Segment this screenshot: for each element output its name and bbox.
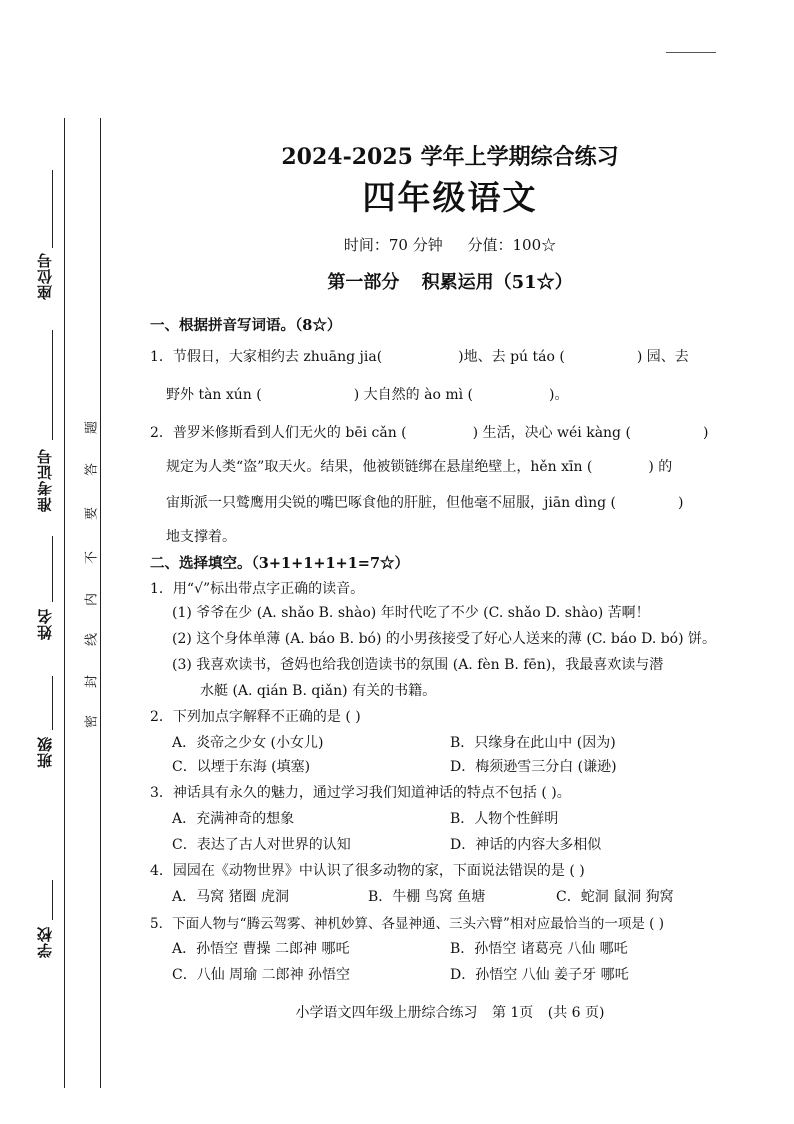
choice-option[interactable]: A．马窝 猪圈 虎洞: [172, 889, 290, 905]
seal-warning-char: 内: [84, 593, 100, 607]
choice-option[interactable]: C．蛇洞 鼠洞 狗窝: [556, 889, 674, 905]
question-text: )。: [549, 387, 569, 403]
class-underline: [52, 676, 53, 730]
question-text: 宙斯派一只鹫鹰用尖锐的嘴巴啄食他的肝脏，但他毫不屈服，jiān dìng (: [166, 495, 616, 511]
seal-warning-char: 封: [84, 675, 100, 689]
choice-question-1-part-3: (3) 我喜欢读书，爸妈也给我创造读书的氛围 (A. fèn B. fēn)，我最喜欢读与潜: [172, 657, 664, 673]
part-name: 第一部分: [327, 272, 400, 293]
choice-question-3: 3．神话具有永久的魅力，通过学习我们知道神话的特点不包括 ( )。: [150, 785, 571, 801]
seal-warning-char: 线: [84, 633, 100, 647]
question-text: 野外 tàn xún (: [166, 387, 262, 403]
choice-question-1-part-1: (1) 爷爷在少 (A. shǎo B. shào) 年时代吃了不少 (C. shǎo D. shào) 苦啊！: [172, 605, 650, 621]
choice-option[interactable]: B．孙悟空 诸葛亮 八仙 哪吒: [450, 941, 628, 957]
choice-option[interactable]: D．梅须逊雪三分白 (谦逊): [450, 759, 617, 775]
question-text: ): [677, 495, 684, 511]
question-text: ) 园、去: [636, 349, 689, 365]
choice-option[interactable]: D．神话的内容大多相似: [450, 837, 602, 853]
choice-question-4: 4．园园在《动物世界》中认识了很多动物的家，下面说法错误的是 ( ): [150, 863, 585, 879]
section-2-heading: 二、选择填空。（3+1+1+1+1=7☆）: [150, 555, 410, 572]
part-heading: [150, 268, 750, 294]
footer-page-total: (共 6 页): [547, 1005, 605, 1021]
question-text: 2．普罗米修斯看到人们无火的 bēi cǎn (: [150, 425, 407, 441]
name-underline: [52, 536, 53, 602]
school-underline: [52, 880, 53, 920]
subject-title: 四年级语文: [362, 178, 538, 217]
question-text: ): [702, 425, 709, 441]
choice-option[interactable]: C．表达了古人对世界的认知: [172, 837, 351, 853]
choice-question-2: 2．下列加点字解释不正确的是 ( ): [150, 709, 361, 725]
question-text: 规定为人类“盗”取天火。结果，他被锁链绑在悬崖绝壁上，hěn xīn (: [166, 459, 593, 475]
binding-line-inner: [100, 118, 101, 1088]
choice-option[interactable]: B．只缘身在此山中 (因为): [450, 735, 616, 751]
time-info: 时间：70 分钟: [343, 236, 443, 254]
choice-option[interactable]: A．孙悟空 曹操 二郎神 哪吒: [172, 941, 350, 957]
question-text: ) 的: [648, 459, 673, 475]
seal-warning-char: 不: [84, 551, 100, 565]
school-label: 学校: [36, 926, 54, 958]
choice-option[interactable]: B．人物个性鲜明: [450, 811, 559, 827]
seat-number-label: 座位号: [36, 252, 54, 300]
question-text: ) 生活，决心 wéi kàng (: [472, 425, 631, 441]
question-text: ) 大自然的 ào mì (: [353, 387, 473, 403]
question-1-line-1: [150, 346, 689, 366]
choice-option[interactable]: A．充满神奇的想象: [172, 811, 295, 827]
choice-question-1-part-2: (2) 这个身体单薄 (A. báo B. bó) 的小男孩接受了好心人送来的薄 (C. báo D. bó) 饼。: [172, 631, 717, 647]
choice-option[interactable]: C．以堙于东海 (填塞): [172, 759, 311, 775]
choice-question-5: 5．下面人物与“腾云驾雾、神机妙算、各显神通、三头六臂”相对应最恰当的一项是 ( ): [150, 916, 665, 932]
exam-year-title: 2024-2025 学年上学期综合练习: [281, 144, 619, 170]
question-2-line-1: [150, 422, 708, 442]
question-2-line-4: 地支撑着。: [166, 529, 236, 545]
question-1-line-2: [166, 384, 568, 404]
seat-underline: [52, 170, 53, 248]
class-label: 班级: [36, 736, 54, 768]
choice-option[interactable]: C．八仙 周瑜 二郎神 孙悟空: [172, 967, 351, 983]
page-footer: [150, 1002, 750, 1022]
part-title: 积累运用（51☆）: [421, 272, 573, 293]
seal-warning-char: 要: [84, 507, 100, 521]
question-2-line-3: [166, 492, 683, 512]
question-text: )地、去 pú táo (: [458, 349, 565, 365]
binding-line-outer: [64, 118, 65, 1088]
choice-option[interactable]: A．炎帝之少女 (小女儿): [172, 735, 324, 751]
choice-option[interactable]: D．孙悟空 八仙 姜子牙 哪吒: [450, 967, 629, 983]
exam-id-label: 准考证号: [36, 448, 54, 512]
seal-warning-char: 密: [84, 715, 100, 729]
scan-mark: [666, 52, 716, 53]
footer-page-number: 第 1页: [491, 1005, 534, 1021]
seal-warning-char: 答: [84, 463, 100, 477]
exam-info: [150, 234, 750, 255]
score-info: 分值：100☆: [467, 236, 557, 254]
question-2-line-2: [166, 456, 672, 476]
seal-warning-char: 题: [84, 421, 100, 435]
choice-option[interactable]: B．牛棚 鸟窝 鱼塘: [368, 889, 486, 905]
exam-id-underline: [52, 330, 53, 440]
footer-doc-name: 小学语文四年级上册综合练习: [295, 1005, 478, 1021]
question-text: 1．节假日，大家相约去 zhuāng jia(: [150, 349, 383, 365]
section-1-heading: 一、根据拼音写词语。（8☆）: [150, 317, 342, 334]
choice-question-1: 1．用“√”标出带点字正确的读音。: [150, 581, 365, 597]
name-label: 姓名: [36, 608, 54, 640]
choice-question-1-part-3-cont: 水艇 (A. qián B. qiǎn) 有关的书籍。: [200, 683, 437, 699]
